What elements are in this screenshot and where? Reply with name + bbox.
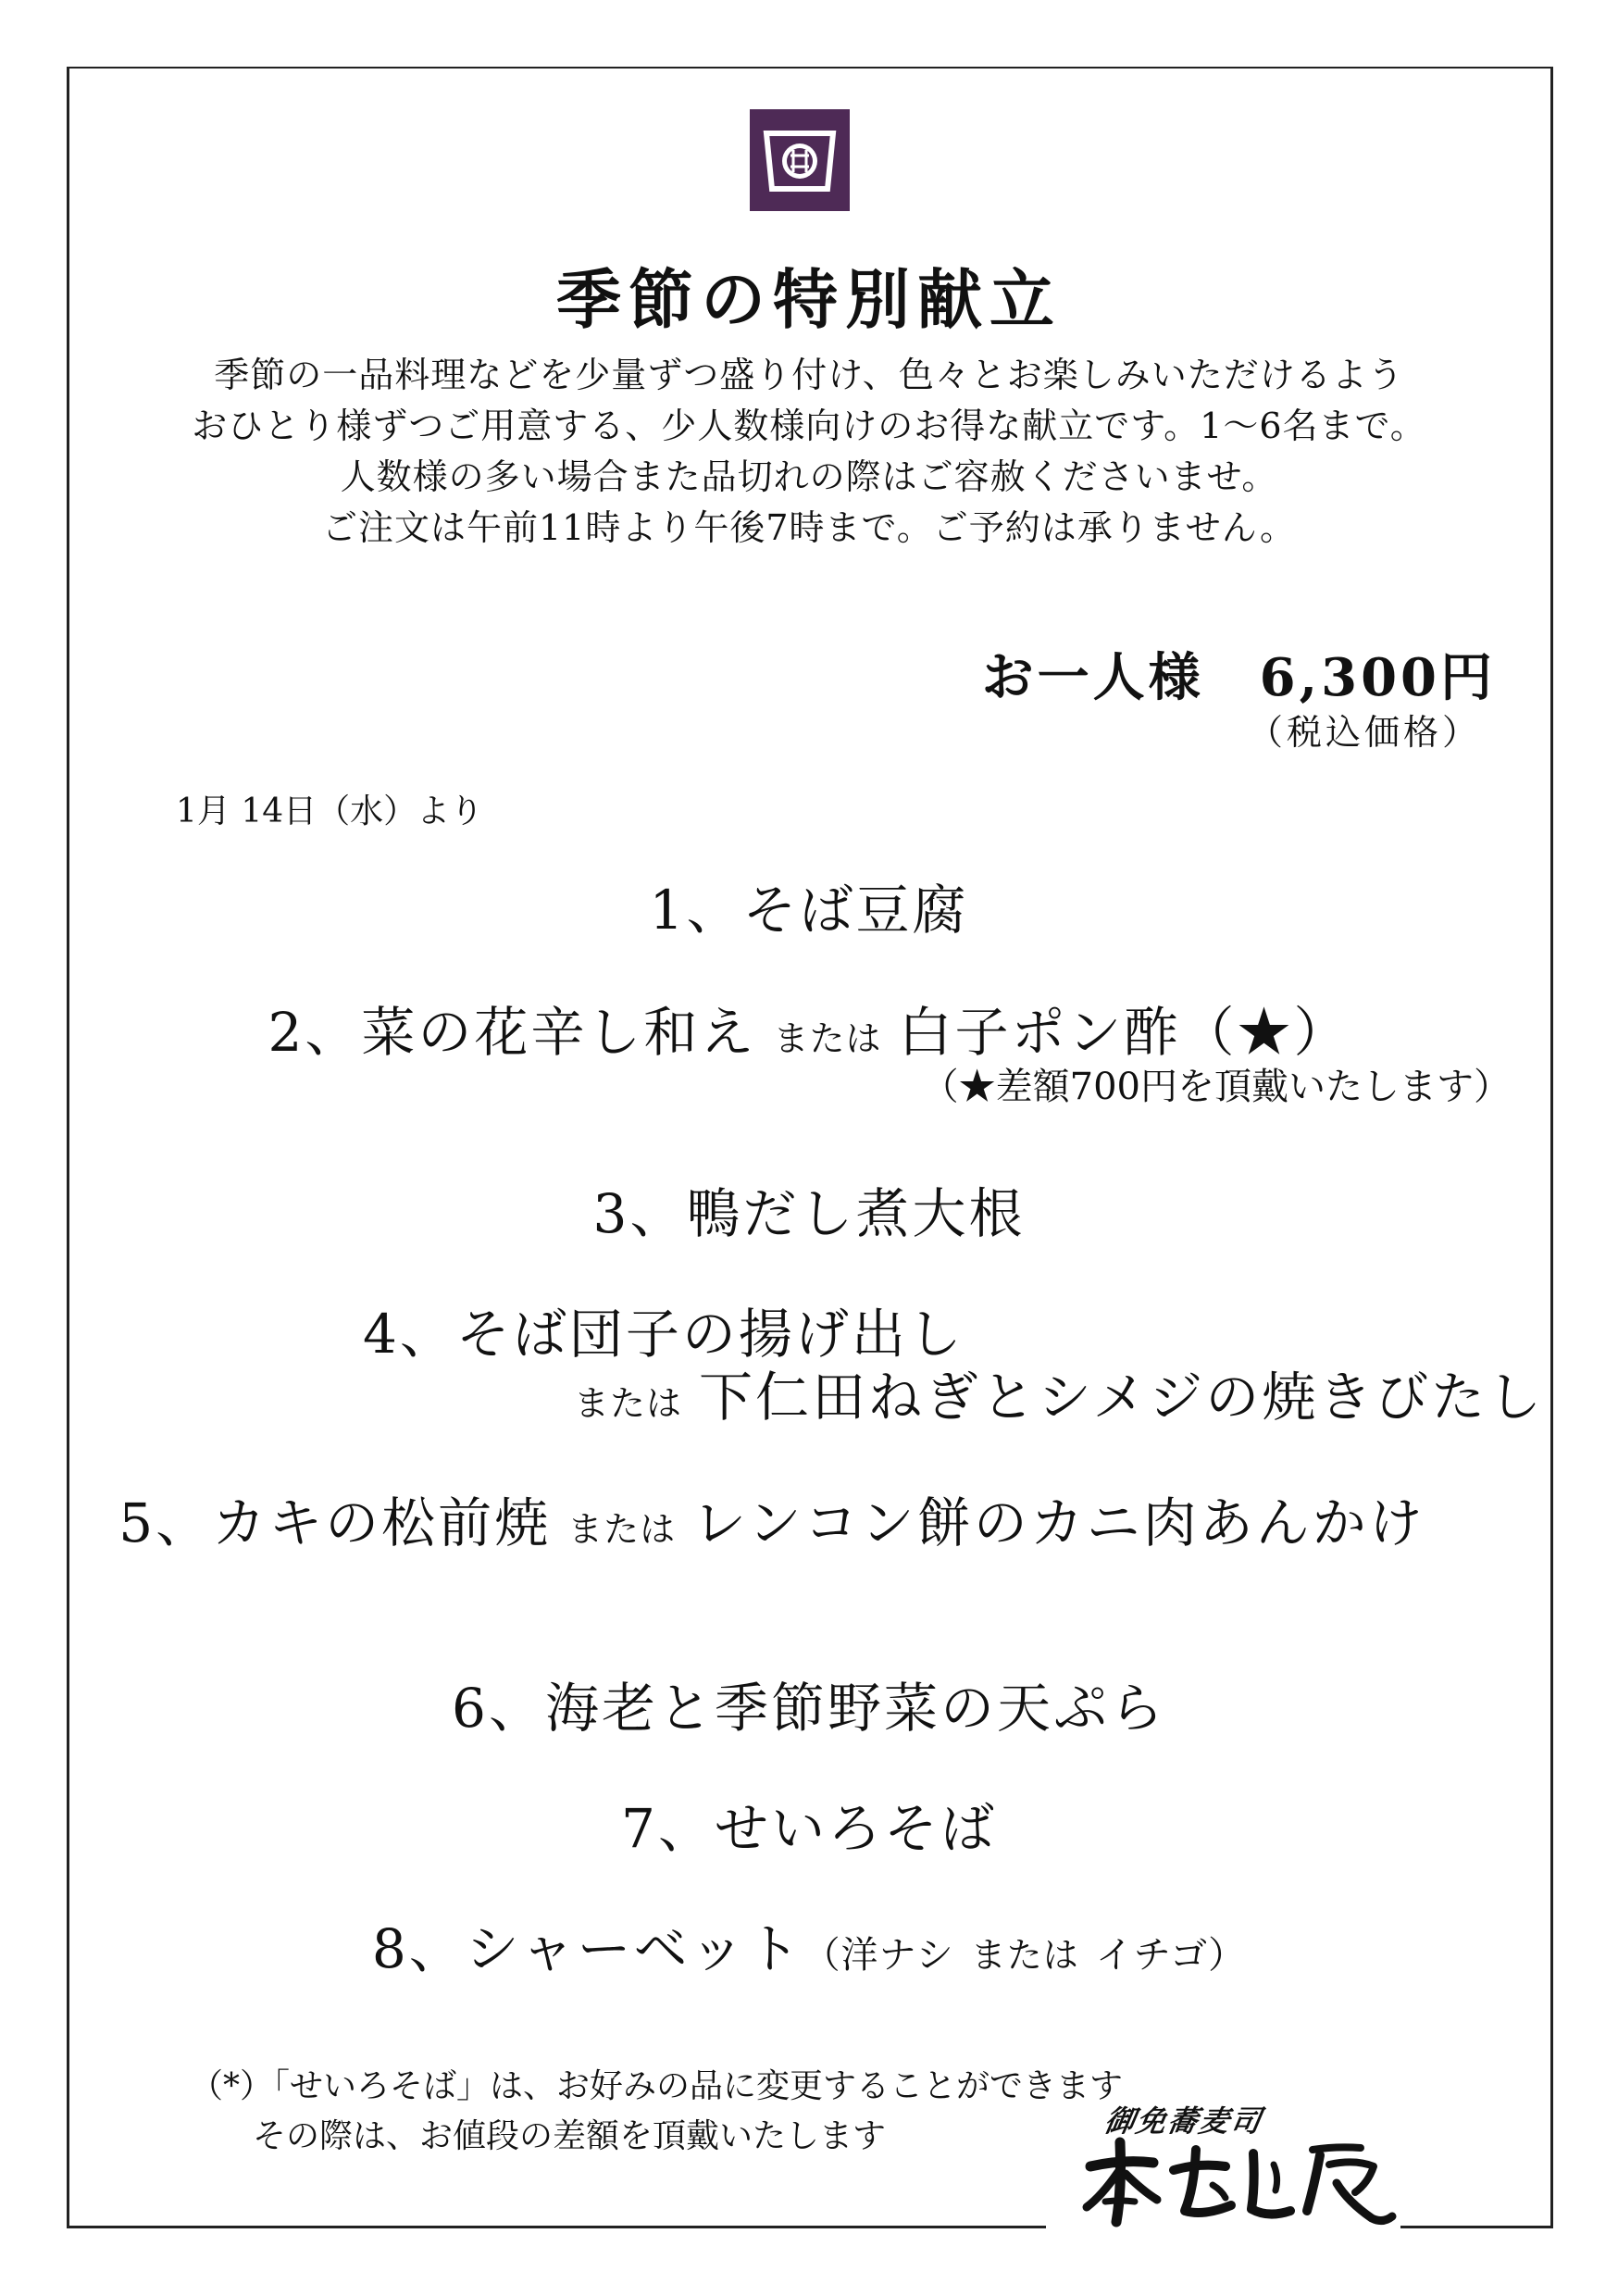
menu-item-2-alt: 白子ポン酢（★） — [898, 1001, 1350, 1064]
price-label: お一人様 — [981, 647, 1204, 708]
shop-logo — [1077, 2098, 1397, 2237]
footer-note-line: （*）「せいろそば」は、お好みの品に変更することができます — [190, 2067, 1124, 2105]
menu-item-3: 3、鴨だし煮大根 — [592, 1182, 1026, 1245]
price-amount: 6,300円 — [1259, 647, 1496, 708]
footer-note-line: その際は、お値段の差額を頂戴いたします — [253, 2117, 887, 2155]
menu-item-5-main: 5、カキの松前焼 — [118, 1491, 552, 1554]
intro-line: 季節の一品料理などを少量ずつ盛り付け、色々とお楽しみいただけるよう — [214, 355, 1404, 395]
footer-note — [190, 2062, 1123, 2162]
menu-item-5 — [0, 1479, 1581, 1557]
shop-subtitle: 御免蕎麦司 — [1101, 2103, 1266, 2139]
menu-item-6: 6、海老と季節野菜の天ぷら — [452, 1677, 1166, 1740]
shop-name-calligraphy — [1077, 2098, 1397, 2237]
family-crest-icon — [750, 109, 850, 211]
start-date: 1月 14日（水）より — [176, 792, 484, 830]
menu-item-8-paren-close: イチゴ） — [1095, 1934, 1247, 1977]
menu-item-4-alt-line — [574, 1354, 1544, 1431]
menu-item-4-alt: 下仁田ねぎとシメジの焼きびたし — [699, 1366, 1545, 1429]
intro-line: ご注文は午前11時より午後7時まで。ご予約は承りません。 — [321, 507, 1297, 548]
menu-item-2-or: または — [773, 1018, 882, 1059]
bottom-rule-right — [1400, 2226, 1553, 2228]
menu-item-4-or: または — [574, 1383, 683, 1424]
intro-text — [0, 350, 1618, 554]
menu-item-8-paren-open: （洋ナシ — [803, 1934, 954, 1977]
bottom-rule-left — [67, 2226, 1046, 2228]
menu-item-1: 1、そば豆腐 — [649, 879, 969, 942]
page-title: 季節の特別献立 — [556, 261, 1062, 338]
menu-item-8-or: または — [970, 1935, 1079, 1976]
menu-item-2-note: （★差額700円を頂戴いたします） — [921, 1066, 1511, 1108]
menu-item-4-main: 4、そば団子の揚げ出し — [363, 1303, 965, 1366]
price-line — [982, 637, 1496, 711]
menu-item-5-or: または — [567, 1509, 677, 1550]
intro-line: 人数様の多い場合また品切れの際はご容赦くださいませ。 — [340, 456, 1278, 497]
menu-item-2-main: 2、菜の花辛し和え — [268, 1001, 757, 1064]
price-tax-note: （税込価格） — [1247, 712, 1481, 753]
menu-item-7: 7、せいろそば — [621, 1797, 997, 1860]
menu-item-2 — [0, 989, 1618, 1067]
menu-item-8-main: 8、シャーベット — [371, 1917, 803, 1980]
menu-item-8 — [0, 1905, 1618, 1983]
intro-line: おひとり様ずつご用意する、少人数様向けのお得な献立です。1～6名まで。 — [192, 406, 1426, 446]
menu-item-5-alt: レンコン餅のカニ肉あんかけ — [692, 1491, 1425, 1554]
